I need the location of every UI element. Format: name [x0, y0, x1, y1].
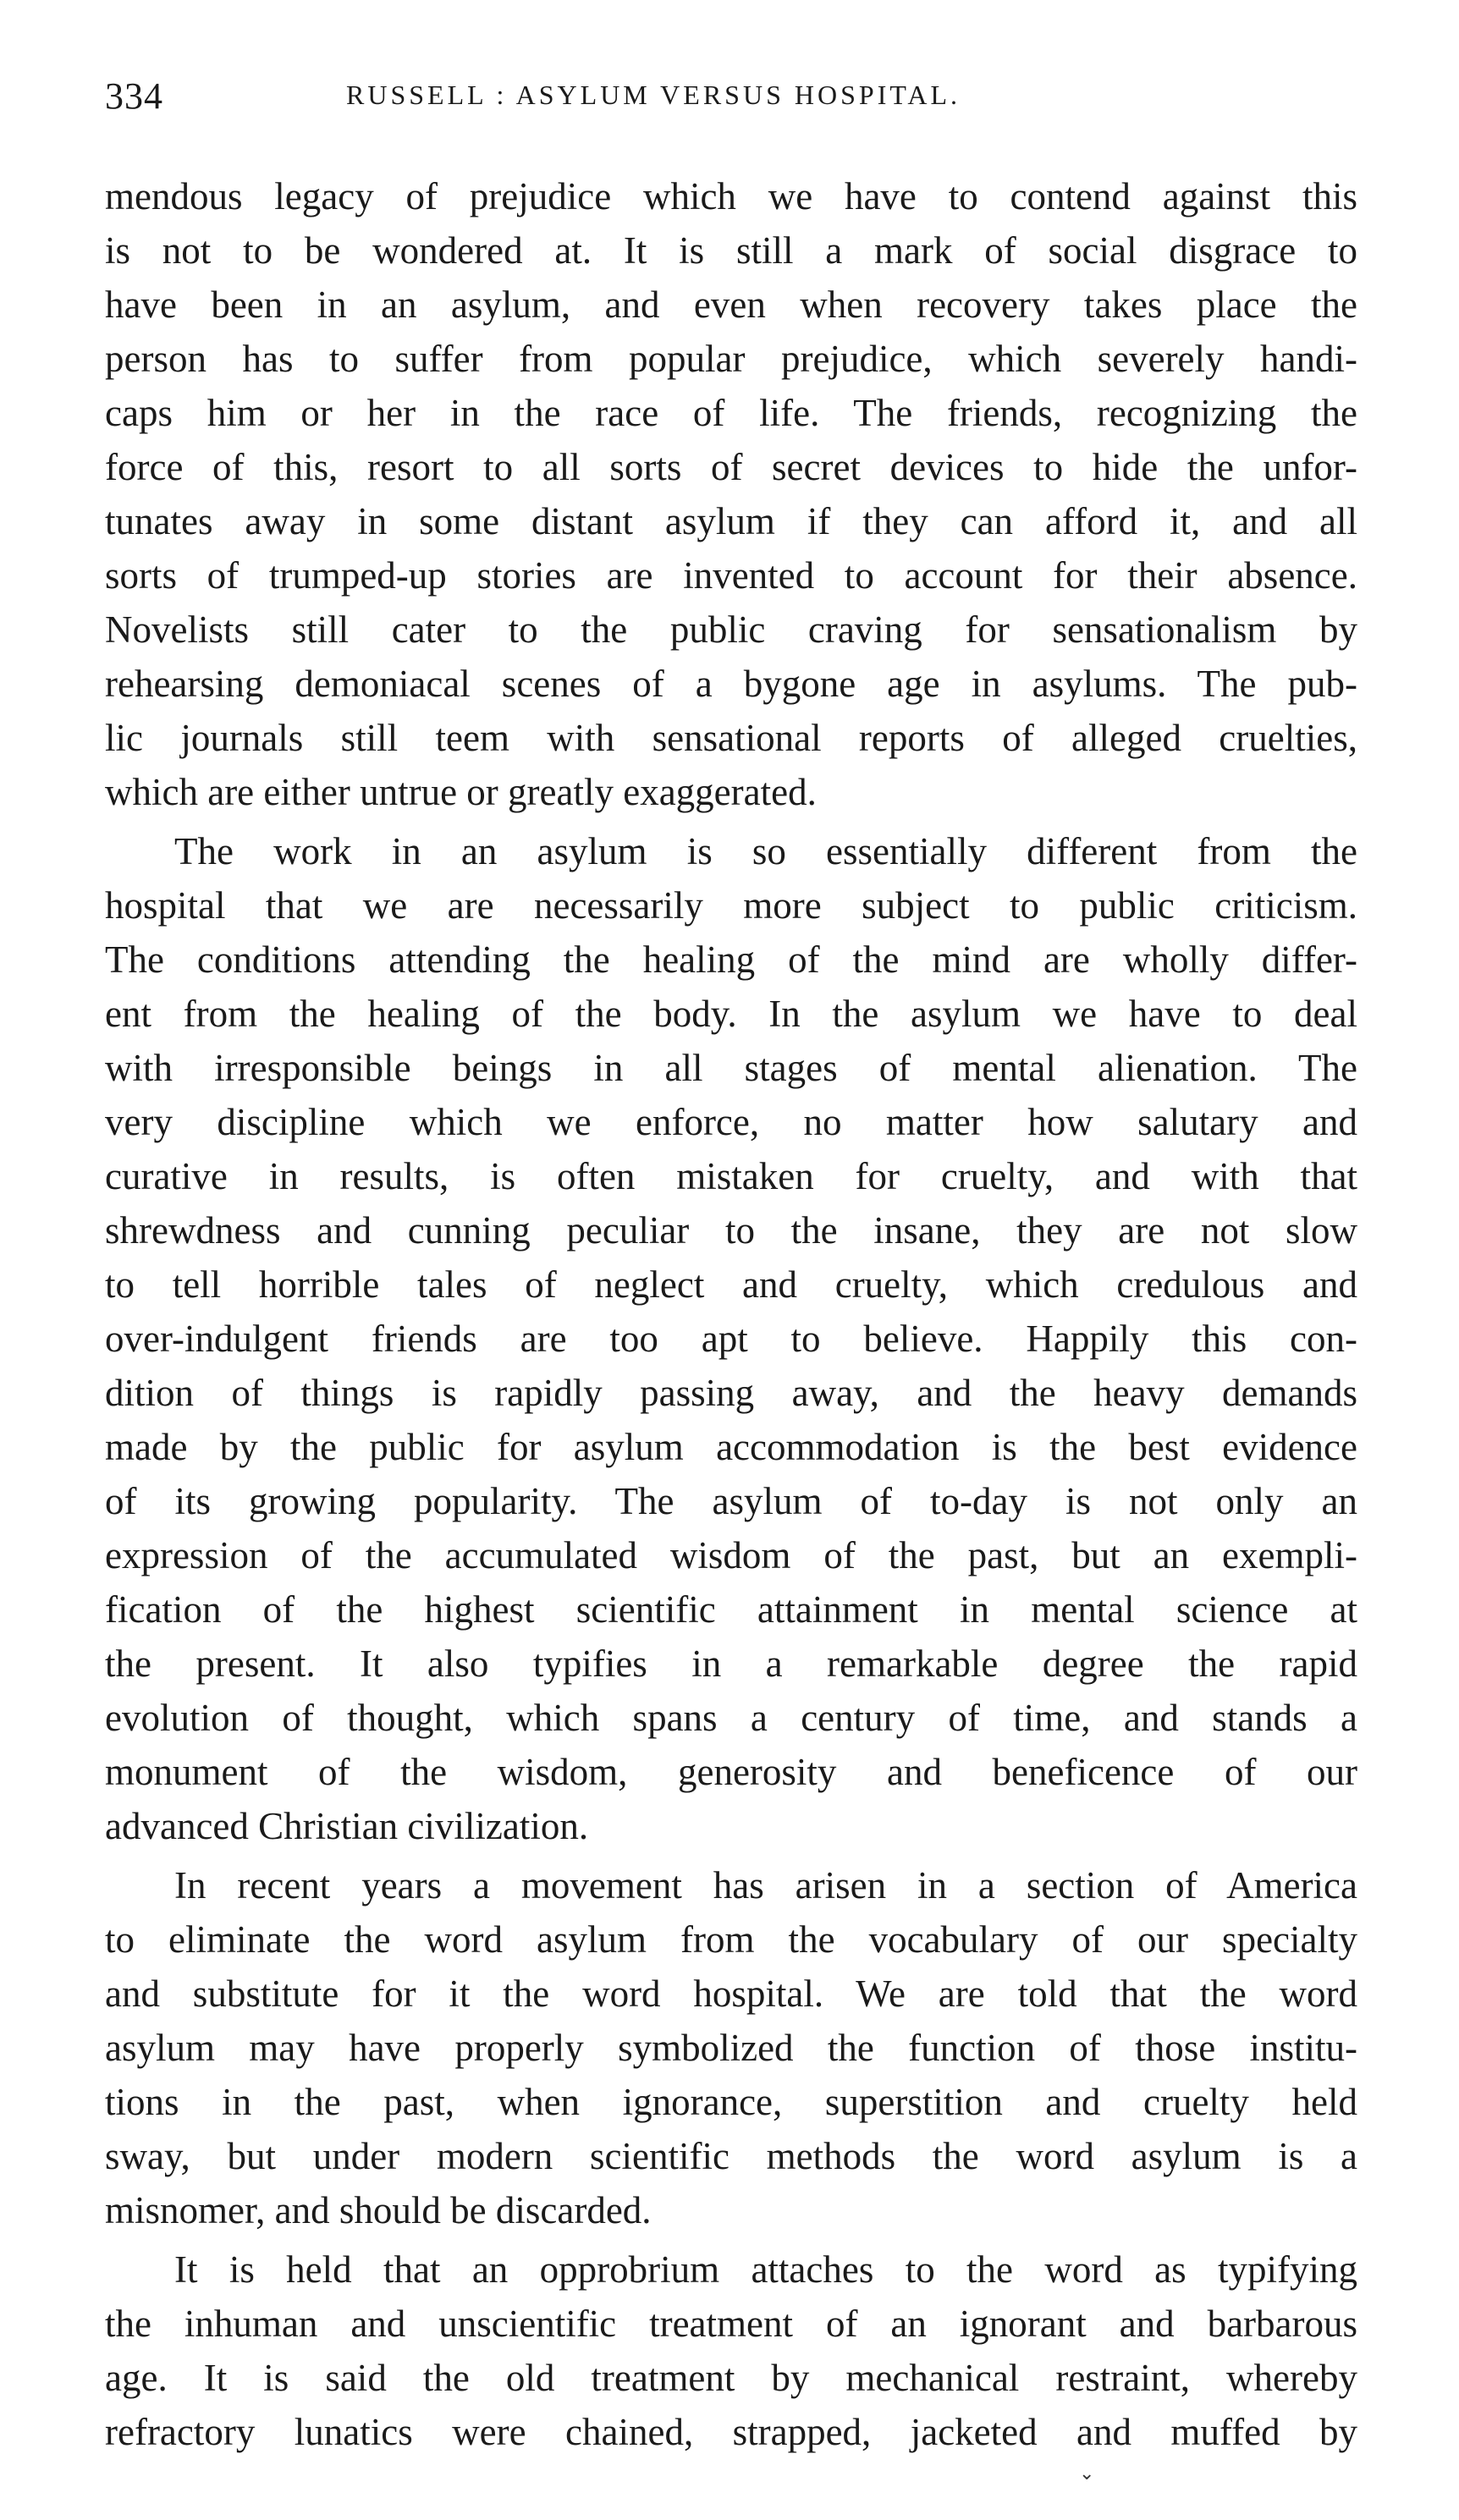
text-line: dition of things is rapidly passing away, and the heavy demands [105, 1372, 1357, 1414]
running-head: RUSSELL : ASYLUM VERSUS HOSPITAL. [346, 80, 961, 110]
page-number: 334 [105, 75, 163, 117]
text-line: age. It is said the old treatment by mechanical restraint, whereby [105, 2357, 1357, 2399]
text-line: asylum may have properly symbolized the function of those institu- [105, 2027, 1357, 2069]
page-header [105, 74, 1357, 134]
paragraph-2 [105, 824, 1357, 1853]
paragraph-1 [105, 169, 1357, 819]
text-line: to eliminate the word asylum from the vocabulary of our specialty [105, 1918, 1357, 1961]
text-line: sway, but under modern scientific methods the word asylum is a [105, 2135, 1357, 2177]
text-line: hospital that we are necessarily more subject to public criticism. [105, 884, 1357, 927]
text-line: fication of the highest scientific attainment in mental science at [105, 1588, 1357, 1631]
text-line: caps him or her in the race of life. The friends, recognizing the [105, 392, 1357, 434]
text-line: to tell horrible tales of neglect and cruelty, which credulous and [105, 1263, 1357, 1306]
text-line: tunates away in some distant asylum if they can afford it, and all [105, 500, 1357, 542]
paragraph-3 [105, 1858, 1357, 2237]
text-line: mendous legacy of prejudice which we have to contend against this [105, 175, 1357, 217]
text-line: force of this, resort to all sorts of secret devices to hide the unfor- [105, 446, 1357, 488]
text-line: advanced Christian civilization. [105, 1805, 589, 1847]
text-line: person has to suffer from popular prejudice, which severely handi- [105, 338, 1357, 380]
text-line: over-indulgent friends are too apt to believe. Happily this con- [105, 1318, 1357, 1360]
text-line: and substitute for it the word hospital. We are told that the word [105, 1973, 1357, 2015]
text-line: have been in an asylum, and even when recovery takes place the [105, 283, 1357, 326]
text-line: lic journals still teem with sensational reports of alleged cruelties, [105, 717, 1357, 759]
text-line: curative in results, is often mistaken for cruelty, and with that [105, 1155, 1357, 1197]
text-line: refractory lunatics were chained, strapped, jacketed and muffed by [105, 2411, 1357, 2453]
text-line: evolution of thought, which spans a century of time, and stands a [105, 1697, 1357, 1739]
text-line: made by the public for asylum accommodation is the best evidence [105, 1426, 1357, 1468]
text-line: misnomer, and should be discarded. [105, 2189, 652, 2231]
print-speck: ⌄ [1079, 2462, 1095, 2484]
text-line: ent from the healing of the body. In the asylum we have to deal [105, 993, 1357, 1035]
text-line: Novelists still cater to the public craving for sensationalism by [105, 608, 1357, 651]
text-line: In recent years a movement has arisen in a section of America [174, 1864, 1357, 1907]
text-line: It is held that an opprobrium attaches to the word as typifying [174, 2248, 1357, 2291]
text-line: with irresponsible beings in all stages of mental alienation. The [105, 1047, 1357, 1089]
text-line: expression of the accumulated wisdom of the past, but an exempli- [105, 1534, 1357, 1576]
text-line: The work in an asylum is so essentially different from the [174, 830, 1357, 872]
text-line: of its growing popularity. The asylum of to-day is not only an [105, 1480, 1357, 1522]
text-line: sorts of trumped-up stories are invented to account for their absence. [105, 554, 1357, 597]
text-line: the inhuman and unscientific treatment of an ignorant and barbarous [105, 2303, 1357, 2345]
text-line: The conditions attending the healing of the mind are wholly differ- [105, 938, 1357, 981]
text-line: rehearsing demoniacal scenes of a bygone age in asylums. The pub- [105, 663, 1357, 705]
text-line: monument of the wisdom, generosity and beneficence of our [105, 1751, 1357, 1793]
paragraph-4 [105, 2242, 1357, 2459]
text-line: the present. It also typifies in a remarkable degree the rapid [105, 1642, 1357, 1685]
text-line: very discipline which we enforce, no matter how salutary and [105, 1101, 1357, 1143]
text-line: is not to be wondered at. It is still a mark of social disgrace to [105, 229, 1357, 272]
body-text [105, 169, 1357, 2464]
text-line: tions in the past, when ignorance, superstition and cruelty held [105, 2081, 1357, 2123]
text-line: which are either untrue or greatly exaggerated. [105, 771, 817, 813]
text-line: shrewdness and cunning peculiar to the insane, they are not slow [105, 1209, 1357, 1252]
